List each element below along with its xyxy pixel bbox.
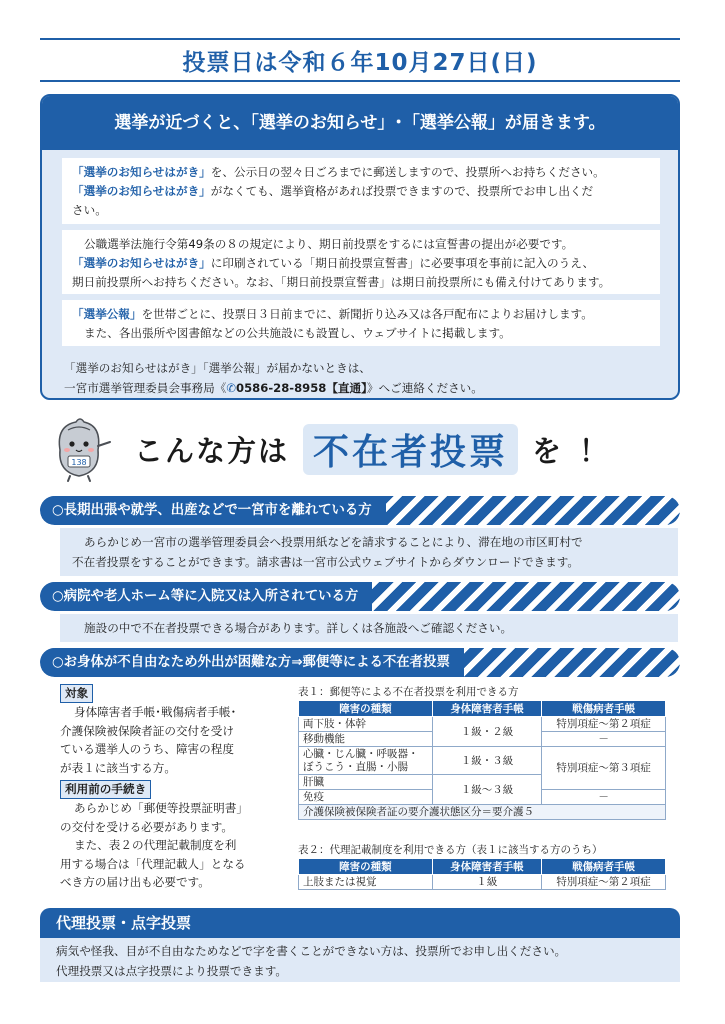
table1-caption: 表１：郵便等による不在者投票を利用できる方 bbox=[298, 686, 519, 698]
eligibility-text: 介護保険被保険者証の交付を受け bbox=[60, 723, 234, 738]
table2-caption: 表２：代理記載制度を利用できる方（表１に該当する方のうち） bbox=[298, 844, 603, 856]
table-header-cell: 障害の種類 bbox=[299, 859, 433, 875]
notice-text: がなくても、選挙資格があれば投票できますので、投票所でお申し出くだ bbox=[210, 184, 594, 198]
procedure-label: 利用前の手続き bbox=[60, 780, 151, 799]
hero-text-2: を！ bbox=[532, 433, 627, 468]
table-cell: 肝臓 bbox=[299, 775, 433, 790]
highlight-text: 「選挙のお知らせはがき」 bbox=[72, 165, 211, 179]
highlight-text: 「選挙のお知らせはがき」 bbox=[72, 256, 211, 270]
notice-footer-text: 一宮市選挙管理委員会事務局《 bbox=[64, 381, 227, 395]
highlight-text: 「選挙のお知らせはがき」 bbox=[72, 184, 211, 198]
procedure-text: 用する場合は「代理記載人」となる bbox=[60, 856, 246, 871]
table-cell: １級・３級 bbox=[432, 747, 541, 775]
table-header-cell: 障害の種類 bbox=[299, 701, 433, 717]
section-header-label: ○病院や老人ホーム等に入院又は入所されている方 bbox=[40, 582, 372, 611]
table-cell: 特別項症～第２項症 bbox=[542, 875, 666, 890]
notice-text: 公職選挙法施行令第49条の８の規定により、期日前投票をするには宣誓書の提出が必要です。 bbox=[84, 237, 574, 251]
notice-text: を、公示日の翌々日ごろまでに郵送しますので、投票所へお持ちください。 bbox=[210, 165, 605, 179]
eligibility-block bbox=[60, 684, 278, 777]
contact-phone: 0586-28-8958【直通】 bbox=[236, 381, 367, 395]
table-header-cell: 身体障害者手帳 bbox=[432, 701, 541, 717]
table2 bbox=[298, 858, 666, 890]
section-header-away bbox=[40, 496, 680, 525]
notice-text: 期日前投票所へお持ちください。なお、「期日前投票宣誓書」は期日前投票所にも備え付けてあります。 bbox=[72, 275, 611, 289]
table-cell: １級～３級 bbox=[432, 775, 541, 805]
hero-text-1: こんな方は bbox=[134, 433, 290, 468]
section-header-postal bbox=[40, 648, 680, 677]
section-text: 不在者投票をすることができます。請求書は一宮市公式ウェブサイトからダウンロードできます。 bbox=[72, 555, 579, 569]
proxy-body bbox=[40, 938, 680, 982]
table-cell: 移動機能 bbox=[299, 732, 433, 747]
table-cell: 免疫 bbox=[299, 790, 433, 805]
table-cell: 特別項症～第３項症 bbox=[542, 747, 666, 790]
table-row bbox=[299, 875, 666, 890]
section-text: あらかじめ一宮市の選挙管理委員会へ投票用紙などを請求することにより、滞在地の市区町村で bbox=[84, 535, 583, 549]
procedure-text: の交付を受ける必要があります。 bbox=[60, 819, 233, 834]
notice-text: を世帯ごとに、投票日３日前までに、新聞折り込み又は各戸配布によりお届けします。 bbox=[141, 307, 593, 321]
section-header-hospital bbox=[40, 582, 680, 611]
proxy-text: 代理投票又は点字投票により投票できます。 bbox=[56, 964, 287, 978]
hero-heading bbox=[134, 423, 626, 475]
notice-footer-text: 》へご連絡ください。 bbox=[366, 381, 483, 395]
title-rule-bottom bbox=[40, 80, 680, 82]
table-cell: 特別項症～第２項症 bbox=[542, 717, 666, 732]
table-cell: 上肢または視覚 bbox=[299, 875, 433, 890]
table-cell: － bbox=[542, 732, 666, 747]
mascot-icon bbox=[50, 416, 112, 482]
highlight-text: 「選挙公報」 bbox=[72, 307, 142, 321]
table-cell: １級・２級 bbox=[432, 717, 541, 747]
table-row bbox=[299, 805, 666, 820]
section-header-label: ○お身体が不自由なため外出が困難な方⇒郵便等による不在者投票 bbox=[40, 648, 464, 677]
section-text: 施設の中で不在者投票できる場合があります。詳しくは各施設へご確認ください。 bbox=[84, 621, 513, 635]
mascot-number: 138 bbox=[71, 458, 87, 467]
procedure-text: べき方の届け出も必要です。 bbox=[60, 875, 210, 889]
notice-header: 選挙が近づくと、「選挙のお知らせ」･「選挙公報」が届きます。 bbox=[42, 96, 678, 150]
table-row bbox=[299, 747, 666, 775]
section-body-away bbox=[60, 528, 678, 576]
eligibility-text: 身体障害者手帳･戦傷病者手帳･ bbox=[74, 705, 237, 719]
page-title: 投票日は令和６年10月27日(日) bbox=[182, 50, 538, 76]
procedure-text: また、表２の代理記載制度を利 bbox=[74, 838, 237, 852]
table-cell-line: 心臓・じん臓・呼吸器・ bbox=[303, 747, 419, 760]
proxy-header: 代理投票・点字投票 bbox=[40, 908, 680, 938]
notice-footer-line: 「選挙のお知らせはがき」「選挙公報」が届かないときは、 bbox=[64, 361, 371, 375]
notice-text: また、各出張所や図書館などの公共施設にも設置し、ウェブサイトに掲載します。 bbox=[84, 326, 511, 340]
table-header-cell: 戦傷病者手帳 bbox=[542, 859, 666, 875]
table-footer-cell: 介護保険被保険者証の要介護状態区分＝要介護５ bbox=[299, 805, 666, 820]
notice-box-declaration bbox=[62, 230, 660, 294]
table-cell: 両下肢・体幹 bbox=[299, 717, 433, 732]
table-cell bbox=[299, 747, 433, 775]
notice-text: さい。 bbox=[72, 203, 107, 217]
table-header-row bbox=[299, 701, 666, 717]
section-body-hospital bbox=[60, 614, 678, 642]
phone-icon: ✆ bbox=[226, 381, 237, 395]
eligibility-label: 対象 bbox=[60, 684, 93, 703]
hero-text-highlight: 不在者投票 bbox=[303, 424, 518, 475]
notice-text: に印刷されている「期日前投票宣誓書」に必要事項を事前に記入のうえ、 bbox=[210, 256, 595, 270]
table-header-cell: 戦傷病者手帳 bbox=[542, 701, 666, 717]
notice-footer bbox=[64, 358, 483, 398]
title-rule-top bbox=[40, 38, 680, 40]
notice-box-bulletin bbox=[62, 300, 660, 346]
table-cell-line: ぼうこう・直腸・小腸 bbox=[303, 760, 408, 773]
section-header-label: ○長期出張や就学、出産などで一宮市を離れている方 bbox=[40, 496, 386, 525]
table-row bbox=[299, 717, 666, 732]
notice-panel bbox=[40, 94, 680, 400]
proxy-text: 病気や怪我、目が不自由なためなどで字を書くことができない方は、投票所でお申し出ください。 bbox=[56, 944, 567, 958]
procedure-block bbox=[60, 780, 278, 892]
table-header-row bbox=[299, 859, 666, 875]
table1 bbox=[298, 700, 666, 820]
eligibility-text: が表１に該当する方。 bbox=[60, 760, 176, 775]
procedure-text: あらかじめ「郵便等投票証明書」 bbox=[74, 801, 248, 815]
eligibility-text: ている選挙人のうち、障害の程度 bbox=[60, 742, 234, 756]
table-cell: １級 bbox=[432, 875, 541, 890]
notice-box-postcard bbox=[62, 158, 660, 224]
table-header-cell: 身体障害者手帳 bbox=[432, 859, 541, 875]
table-cell: － bbox=[542, 790, 666, 805]
